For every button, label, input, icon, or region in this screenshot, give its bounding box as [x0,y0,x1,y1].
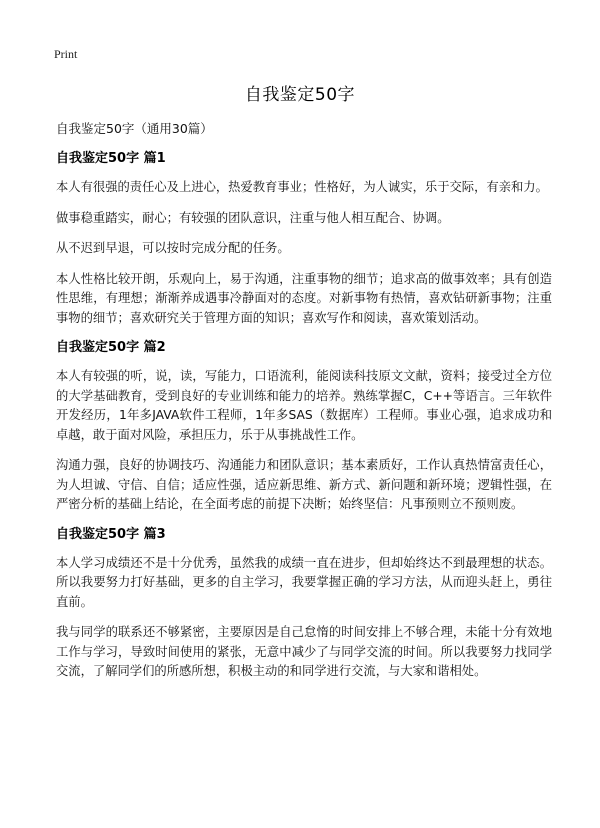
paragraph: 本人性格比较开朗，乐观向上，易于沟通，注重事物的细节；追求高的做事效率；具有创造性思维，有理想；渐渐养成遇事冷静面对的态度。对新事物有热情，喜欢钻研新事物；注重事物的细节；喜欢研究关于管理方面的知识；喜欢写作和阅读，喜欢策划活动。 [56,271,552,325]
document-title: 自我鉴定50字 [244,85,356,105]
paragraph: 本人学习成绩还不是十分优秀，虽然我的成绩一直在进步，但却始终达不到最理想的状态。所以我要努力打好基础，更多的自主学习，我要掌握正确的学习方法，从而迎头赶上，勇往直前。 [56,555,552,609]
paragraph: 本人有较强的听，说，读，写能力，口语流利，能阅读科技原文文献，资料；接受过全方位的大学基础教育，受到良好的专业训练和能力的培养。熟练掌握C，C++等语言。三年软件开发经历，1年多JAVA软件工程师，1年多SAS（数据库）工程师。事业心强，追求成功和卓越，敢于面对风险，承担压力，乐于从事挑战性工作。 [56,369,552,442]
paragraph: 本人有很强的责任心及上进心，热爱教育事业；性格好，为人诚实，乐于交际，有亲和力。 [56,180,548,194]
document-subtitle: 自我鉴定50字（通用30篇） [56,121,213,136]
essay-section-1 [56,150,552,328]
paragraph: 做事稳重踏实，耐心；有较强的团队意识，注重与他人相互配合、协调。 [56,210,450,225]
section-heading: 自我鉴定50字 篇2 [56,340,166,355]
paragraph: 从不迟到早退，可以按时完成分配的任务。 [56,241,290,255]
essay-section-2 [56,339,552,515]
print-link[interactable]: Print [54,47,78,61]
section-heading: 自我鉴定50字 篇1 [56,151,166,166]
document-body [56,120,552,693]
paragraph: 沟通力强，良好的协调技巧、沟通能力和团队意识；基本素质好，工作认真热情富责任心，为人坦诚、守信、自信；适应性强，适应新思维、新方式、新问题和新环境；逻辑性强，在严密分析的基础上结论，在全面考虑的前提下决断；始终坚信：凡事预则立不预则废。 [56,458,552,511]
paragraph: 我与同学的联系还不够紧密，主要原因是自己怠惰的时间安排上不够合理，未能十分有效地工作与学习，导致时间使用的紧张，无意中减少了与同学交流的时间。所以我要努力找同学交流，了解同学们的所感所想，积极主动的和同学进行交流，与大家和谐相处。 [56,625,552,678]
essay-section-3 [56,526,552,682]
section-heading: 自我鉴定50字 篇3 [56,526,166,542]
